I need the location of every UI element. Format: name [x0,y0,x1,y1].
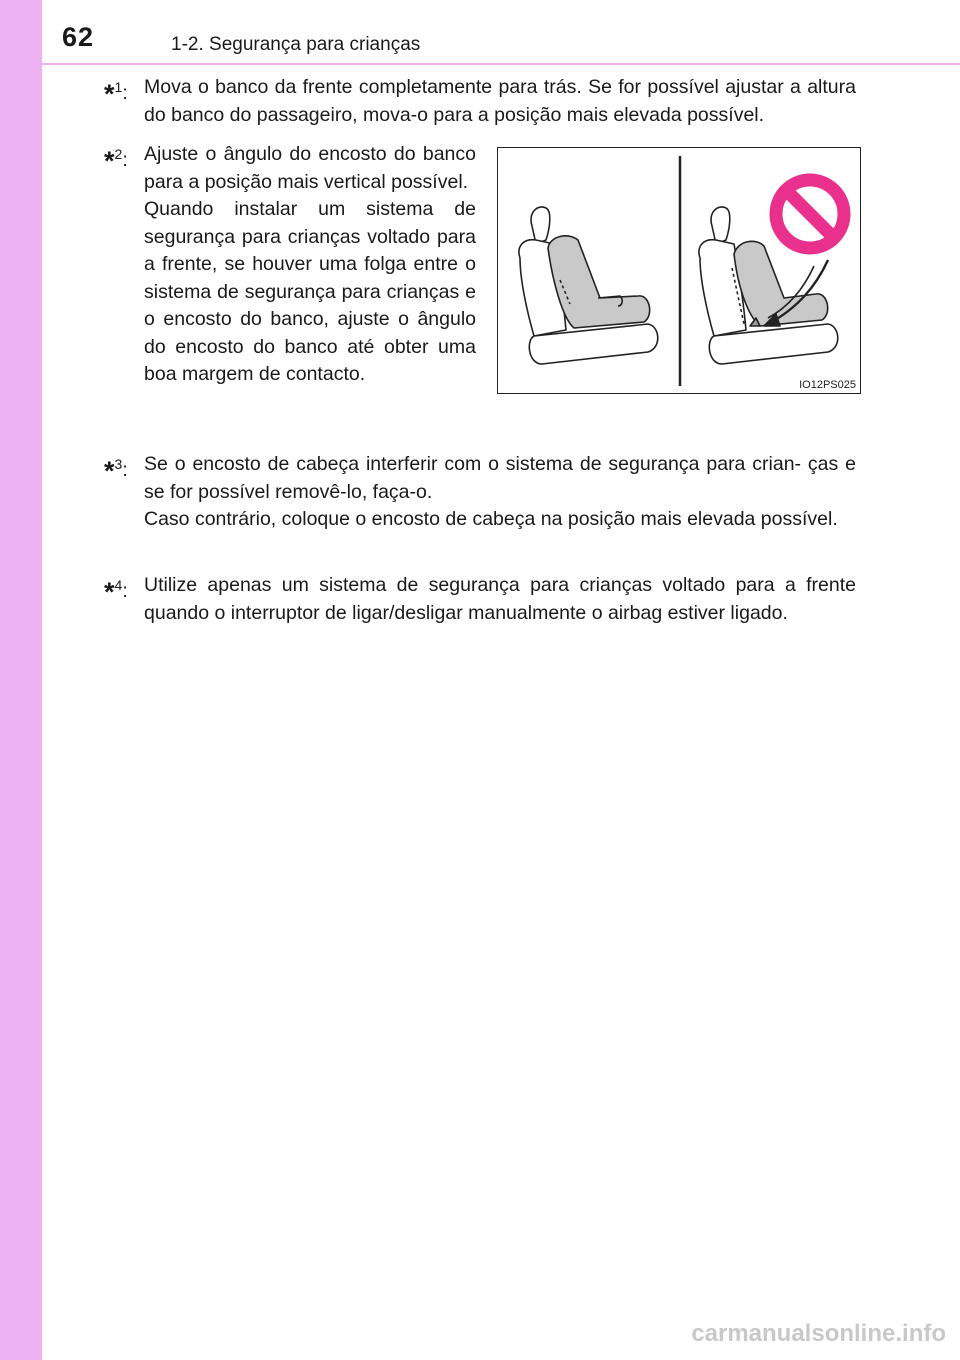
watermark: carmanualsonline.info [691,1320,946,1347]
footnote-marker: *$^2$: [104,146,128,176]
footnote-text: Quando instalar um sistema de segurança para crianças voltado para a frente, se houver uma folga entre o sistema de segurança para crianças e o encosto do banco, ajuste o ângulo do encosto do banco até obter uma boa margem de contacto. [144,198,476,385]
footnote-text: Ajuste o ângulo do encosto do banco para a posição mais vertical possível. [144,143,476,193]
header-divider [42,63,960,65]
figure-code: IO12PS025 [799,379,856,391]
footnote-3 [104,451,856,534]
page-number: 62 [62,22,95,52]
footnote-marker: *$^4$: [104,577,128,607]
footnote-4 [104,572,856,627]
child-seat-correct-icon [519,207,658,364]
section-title: 1-2. Segurança para crianças [171,34,421,55]
side-tab [0,0,42,1360]
footnote-marker: *$^1$: [104,79,128,109]
footnote-text: Caso contrário, coloque o encosto de cabeça na posição mais elevada possível. [144,508,838,530]
footnote-1 [104,74,856,129]
seat-diagram [498,148,862,395]
seat-illustration [497,147,861,394]
child-seat-gap-icon [699,207,838,364]
footnote-text: Se o encosto de cabeça interferir com o sistema de segurança para crian- ças e se for possível removê-lo, faça-o. [144,453,856,503]
prohibited-icon [776,180,844,248]
footnote-text: Mova o banco da frente completamente para trás. Se for possível ajustar a altura do banco do passageiro, mova-o para a posição mais elevada possível. [144,76,856,126]
footnote-2 [104,141,476,389]
footnote-marker: *$^3$: [104,456,128,486]
footnote-text: Utilize apenas um sistema de segurança para crianças voltado para a frente quando o interruptor de ligar/desligar manualmente o airbag estiver ligado. [144,574,856,624]
